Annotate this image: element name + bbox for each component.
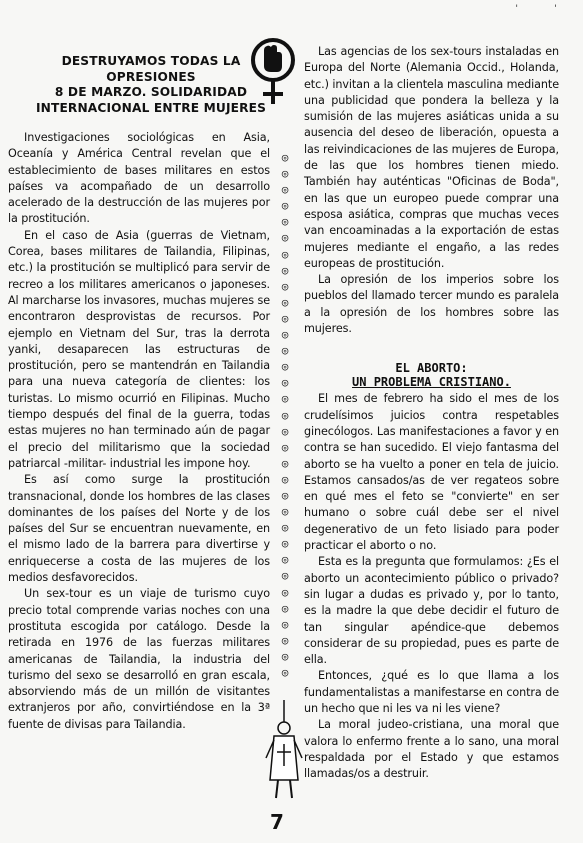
paragraph: La opresión de los imperios sobre los pueblos del llamado tercer mundo es paralela a la opresión de los hombres sobre las mujeres. [304,273,559,336]
paragraph: Un sex-tour es un viaje de turismo cuyo precio total comprende varias noches con una prostituta escogida por catálogo. Desde la retirada en 1976 de las fuerzas militares americanas de Tailandia, la industria del turismo del sexo se desarrolló en gran escala, absorviendo más de un millón de visitantes extranjeros por año, convirtiéndose en la 3ª fuente de divisas para Tailandia. [8,587,270,731]
paragraph: En el caso de Asia (guerras de Vietnam, Corea, bases militares de Tailandia, Filipinas, etc.) la prostitución se multiplicó para servir de recreo a los militares americanos o japoneses. Al marcharse los invasores, muchas mujeres se encontraron desprovistas de recursos. Por ejemplo en Vietnam del Sur, tras la derrota yanki, desaparecen las estructuras de prostitución, pero se mantendrán en Tailandia para una nueva categoría de clientes: los turistas. Lo mismo ocurrió en Filipinas. Mucho tiempo después del final de la guerra, todas estas mujeres no han terminado aún de pagar el precio del militarismo que la sociedad patriarcal -militar- industrial les impone hoy. [8,228,270,470]
paragraph: Investigaciones sociológicas en Asia, Oceanía y América Central revelan que el establecimiento de bases militares en estos países va acompañado de un desarrollo acelerado de la destrucción de las mujeres por la prostitución. [8,131,270,226]
paragraph: El mes de febrero ha sido el mes de los crudelísimos juicios contra respetables ginecólogos. Las manifestaciones a favor y en contra se han sucedido. El viejo fantasma del aborto se ha vuelto a poner en tela de juicio. Estamos cansados/as de ver regateos sobre en qué mes el feto se "convierte" en ser humano o sobre cuál debe ser el nivel degenerativo de un feto lisiado para poder practicar el aborto o no. [304,392,559,553]
left-column [8,40,270,733]
top-edge-marks: ' ' [514,4,573,14]
article-body-continued [304,44,559,337]
column-divider-dots: ◎ ◎ ◎ ◎ ◎ ◎ ◎ ◎ ◎ ◎ ◎ ◎ ◎ ◎ ◎ ◎ ◎ ◎ ◎ ◎ ◎ ◎ ◎ ◎ ◎ ◎ ◎ ◎ ◎ ◎ ◎ ◎ ◎ [281,151,289,679]
paragraph: Entonces, ¿qué es lo que llama a los fundamentalistas a manifestarse en contra de un hecho que ni les va ni les viene? [304,669,559,715]
paragraph: Las agencias de los sex-tours instaladas en Europa del Norte (Alemania Occid., Holanda, etc.) invitan a la clientela masculina mediante una publicidad que pondera la belleza y la sumisión de las mujeres asiáticas unida a su ausencia del deseo de liberación, opuesta a las reivindicaciones de las mujeres de Europa, de las que los hombres tienen miedo. También hay auténticas "Oficinas de Boda", en las que un europeo puede comprar una esposa asiática, compras que muchas veces van encoaminadas a la exportación de estas mujeres mediante el engaño, a las redes europeas de prostitución. [304,45,559,270]
title-line: DESTRUYAMOS TODAS LA [61,54,241,68]
title-line: OPRESIONES [106,69,196,84]
feminist-fist-symbol-icon [247,36,299,108]
paragraph: Es así como surge la prostitución transnacional, donde los hombres de las clases dominantes de los países del Norte y de los países del Sur se encuentran nuevamente, en el mismo lado de la barrera para divertirse y enriquecerse a costa de las mujeres de los medios desfavorecidos. [8,473,270,585]
abortion-article-body [304,391,559,782]
heading-line: UN PROBLEMA CRISTIANO. [352,375,511,390]
paragraph: Esta es la pregunta que formulamos: ¿Es el aborto un acontecimiento público o privado? sin lugar a dudas es privado y, por lo tanto, es la madre la que debe decidir el futuro de tan singular apéndice-que debemos considerar de su propiedad, pues es parte de ella. [304,555,559,667]
article-title [8,54,270,116]
heading-line: EL ABORTO: [395,361,468,376]
title-line: 8 DE MARZO. SOLIDARIDAD [54,85,248,99]
article-body [8,130,270,733]
title-line: INTERNACIONAL ENTRE MUJERES [35,100,267,115]
paragraph: La moral judeo-cristiana, una moral que valora lo enfermo frente a lo sano, una moral respaldada por el Estado y que estamos llamadas/os a destruir. [304,718,559,781]
page-number: 7 [270,810,284,834]
abortion-article-heading [304,361,559,389]
right-column [304,44,559,782]
